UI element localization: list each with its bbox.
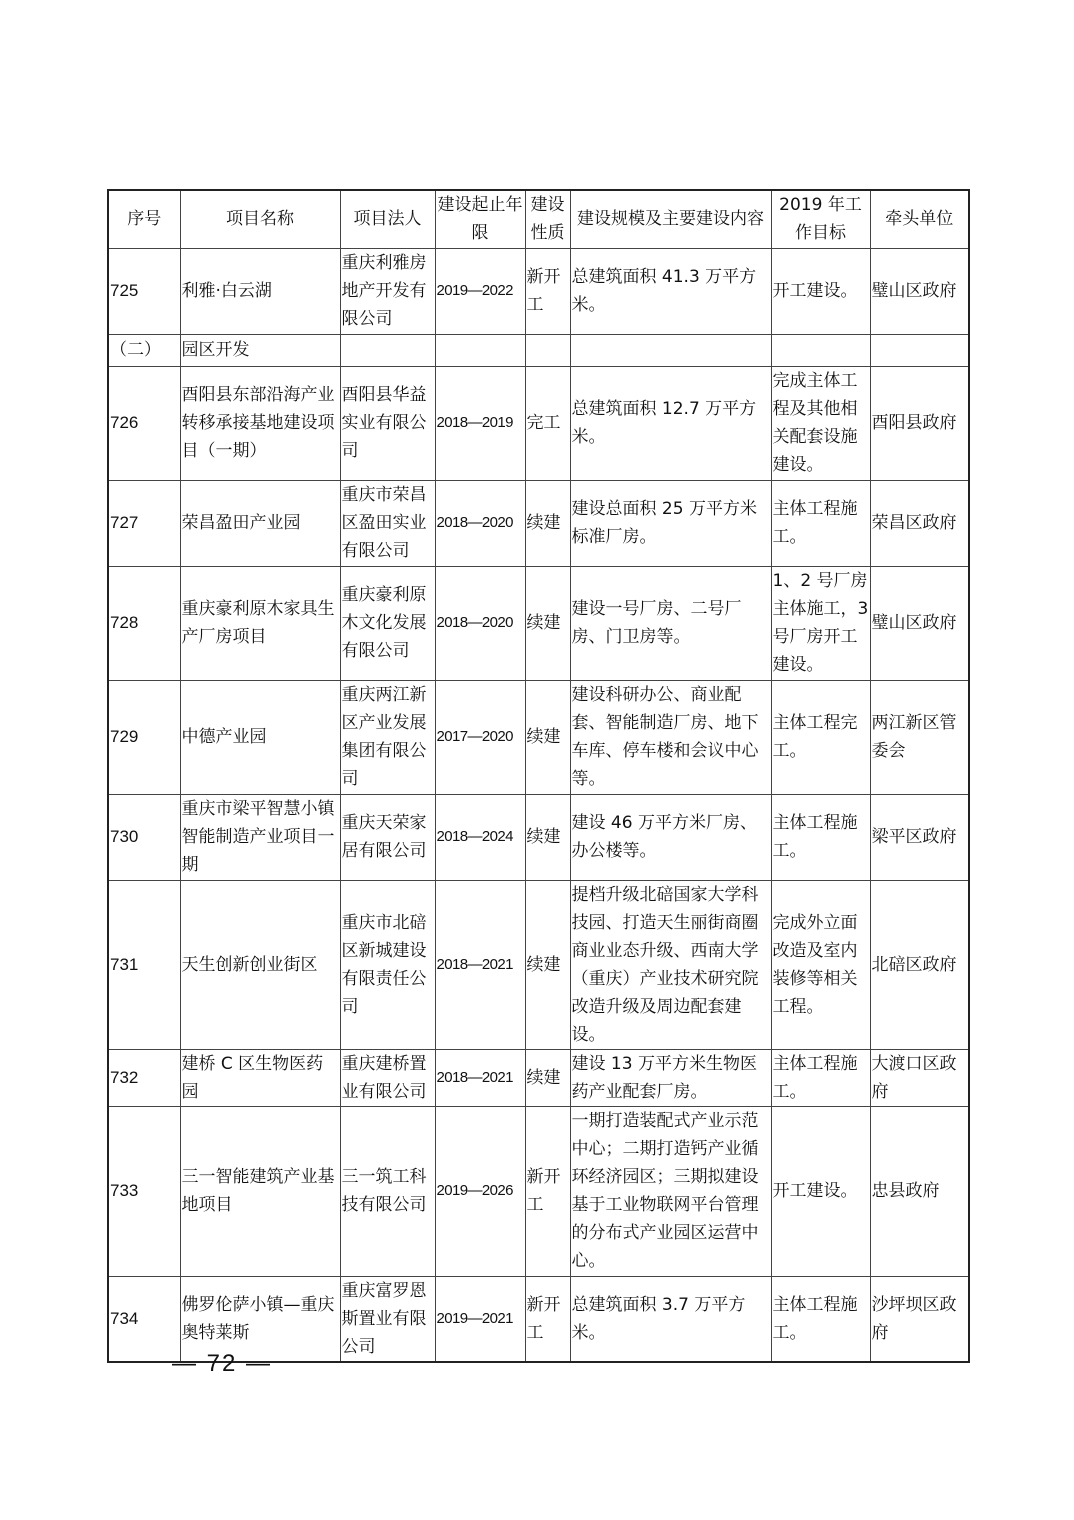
cell-scope: 建设总面积 25 万平方米标准厂房。	[570, 480, 771, 566]
cell-owner: 重庆两江新区产业发展集团有限公司	[340, 680, 435, 794]
cell-name: 重庆市梁平智慧小镇智能制造产业项目一期	[180, 794, 340, 880]
cell-goal: 完成主体工程及其他相关配套设施建设。	[771, 366, 870, 480]
cell-years: 2019—2022	[435, 248, 525, 334]
cell-num: 729	[108, 680, 180, 794]
cell-owner: 重庆利雅房地产开发有限公司	[340, 248, 435, 334]
cell-scope: 总建筑面积 3.7 万平方米。	[570, 1276, 771, 1362]
cell-owner: 重庆天荣家居有限公司	[340, 794, 435, 880]
section-label: （二）	[108, 334, 180, 366]
cell-type: 新开工	[525, 1276, 570, 1362]
header-scope: 建设规模及主要建设内容	[570, 190, 771, 248]
cell-owner: 三一筑工科技有限公司	[340, 1106, 435, 1276]
cell-scope: 建设 13 万平方米生物医药产业配套厂房。	[570, 1049, 771, 1106]
header-type: 建设性质	[525, 190, 570, 248]
cell-type: 续建	[525, 566, 570, 680]
page-number: — 72 —	[172, 1350, 273, 1377]
cell-num: 733	[108, 1106, 180, 1276]
cell-owner: 重庆富罗恩斯置业有限公司	[340, 1276, 435, 1362]
cell-scope: 提档升级北碚国家大学科技园、打造天生丽街商圈商业业态升级、西南大学（重庆）产业技术研究院改造升级及周边配套建设。	[570, 880, 771, 1049]
cell-type: 续建	[525, 880, 570, 1049]
table-row	[108, 794, 969, 880]
cell-goal: 主体工程施工。	[771, 1276, 870, 1362]
cell-scope: 建设 46 万平方米厂房、办公楼等。	[570, 794, 771, 880]
cell-lead: 梁平区政府	[870, 794, 969, 880]
cell-num: 731	[108, 880, 180, 1049]
cell-lead: 荣昌区政府	[870, 480, 969, 566]
table-row	[108, 566, 969, 680]
cell-goal: 主体工程施工。	[771, 794, 870, 880]
section-row	[108, 334, 969, 366]
cell-scope: 建设科研办公、商业配套、智能制造厂房、地下车库、停车楼和会议中心等。	[570, 680, 771, 794]
cell-type: 续建	[525, 1049, 570, 1106]
cell-num: 734	[108, 1276, 180, 1362]
cell-lead: 大渡口区政府	[870, 1049, 969, 1106]
header-num: 序号	[108, 190, 180, 248]
cell-goal: 主体工程施工。	[771, 1049, 870, 1106]
cell-lead: 璧山区政府	[870, 248, 969, 334]
cell-name: 荣昌盈田产业园	[180, 480, 340, 566]
cell-lead: 两江新区管委会	[870, 680, 969, 794]
header-row	[108, 190, 969, 248]
table-row	[108, 366, 969, 480]
cell-type: 新开工	[525, 1106, 570, 1276]
cell-name: 佛罗伦萨小镇—重庆奥特莱斯	[180, 1276, 340, 1362]
cell-goal: 主体工程完工。	[771, 680, 870, 794]
cell-num: 730	[108, 794, 180, 880]
cell-name: 三一智能建筑产业基地项目	[180, 1106, 340, 1276]
cell-goal: 完成外立面改造及室内装修等相关工程。	[771, 880, 870, 1049]
cell-type: 完工	[525, 366, 570, 480]
cell-years: 2018—2021	[435, 1049, 525, 1106]
cell-years: 2018—2020	[435, 566, 525, 680]
cell-name: 中德产业园	[180, 680, 340, 794]
cell-scope: 一期打造装配式产业示范中心；二期打造钙产业循环经济园区；三期拟建设基于工业物联网平台管理的分布式产业园区运营中心。	[570, 1106, 771, 1276]
cell-type: 续建	[525, 794, 570, 880]
cell-years: 2019—2021	[435, 1276, 525, 1362]
cell-type: 新开工	[525, 248, 570, 334]
cell-goal: 主体工程施工。	[771, 480, 870, 566]
cell-name: 酉阳县东部沿海产业转移承接基地建设项目（一期）	[180, 366, 340, 480]
cell-lead: 北碚区政府	[870, 880, 969, 1049]
cell-scope: 建设一号厂房、二号厂房、门卫房等。	[570, 566, 771, 680]
cell-num: 727	[108, 480, 180, 566]
projects-table	[107, 189, 970, 1363]
cell-goal: 开工建设。	[771, 248, 870, 334]
cell-scope: 总建筑面积 41.3 万平方米。	[570, 248, 771, 334]
cell-num: 726	[108, 366, 180, 480]
table-row	[108, 248, 969, 334]
table-row	[108, 480, 969, 566]
cell-num: 732	[108, 1049, 180, 1106]
cell-num: 728	[108, 566, 180, 680]
table-row	[108, 1049, 969, 1106]
header-name: 项目名称	[180, 190, 340, 248]
cell-lead: 忠县政府	[870, 1106, 969, 1276]
header-goal: 2019 年工作目标	[771, 190, 870, 248]
header-owner: 项目法人	[340, 190, 435, 248]
cell-lead: 沙坪坝区政府	[870, 1276, 969, 1362]
cell-scope: 总建筑面积 12.7 万平方米。	[570, 366, 771, 480]
cell-name: 建桥 C 区生物医药园	[180, 1049, 340, 1106]
header-years: 建设起止年限	[435, 190, 525, 248]
cell-type: 续建	[525, 480, 570, 566]
cell-goal: 开工建设。	[771, 1106, 870, 1276]
cell-owner: 重庆豪利原木文化发展有限公司	[340, 566, 435, 680]
cell-lead: 酉阳县政府	[870, 366, 969, 480]
table-row	[108, 880, 969, 1049]
cell-years: 2018—2019	[435, 366, 525, 480]
header-lead: 牵头单位	[870, 190, 969, 248]
cell-num: 725	[108, 248, 180, 334]
cell-type: 续建	[525, 680, 570, 794]
cell-years: 2017—2020	[435, 680, 525, 794]
cell-name: 利雅·白云湖	[180, 248, 340, 334]
cell-name: 重庆豪利原木家具生产厂房项目	[180, 566, 340, 680]
section-title: 园区开发	[180, 334, 340, 366]
cell-owner: 重庆建桥置业有限公司	[340, 1049, 435, 1106]
cell-years: 2019—2026	[435, 1106, 525, 1276]
cell-years: 2018—2021	[435, 880, 525, 1049]
cell-lead: 璧山区政府	[870, 566, 969, 680]
cell-owner: 酉阳县华益实业有限公司	[340, 366, 435, 480]
cell-owner: 重庆市荣昌区盈田实业有限公司	[340, 480, 435, 566]
cell-goal: 1、2 号厂房主体施工，3 号厂房开工建设。	[771, 566, 870, 680]
cell-years: 2018—2024	[435, 794, 525, 880]
cell-owner: 重庆市北碚区新城建设有限责任公司	[340, 880, 435, 1049]
cell-name: 天生创新创业街区	[180, 880, 340, 1049]
cell-years: 2018—2020	[435, 480, 525, 566]
table-row	[108, 1106, 969, 1276]
table-row	[108, 680, 969, 794]
